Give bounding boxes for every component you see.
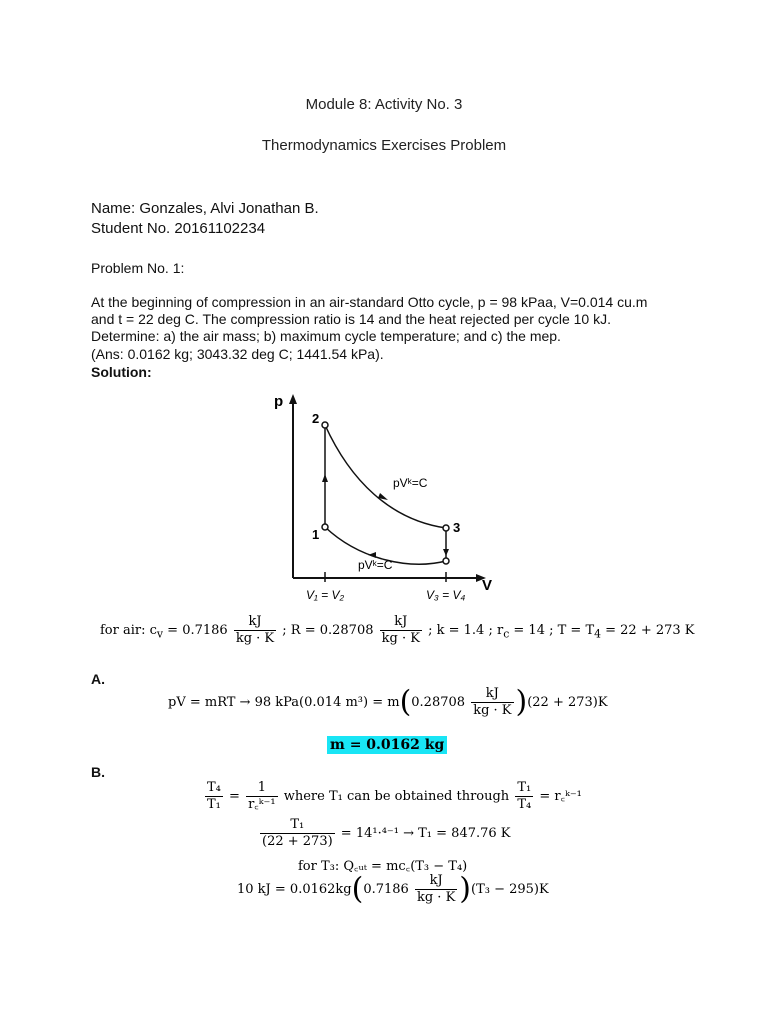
p-axis-label: p xyxy=(274,393,284,410)
arrow-3-4 xyxy=(443,549,449,556)
v1-v2-label: V₁ = V₂ xyxy=(306,588,345,602)
answer-highlight: m = 0.0162 kg xyxy=(327,736,447,754)
problem-line-2: and t = 22 deg C. The compression ratio is 14 and the heat rejected per cycle 10 kJ. xyxy=(91,311,611,327)
label-point-3: 3 xyxy=(453,520,461,535)
solution-label: Solution: xyxy=(91,364,152,380)
part-b-ratio-equation: $\frac{\text{T₄}}{\text{T₁}}$ = $\frac{1}{\text{r꜀ᵏ⁻¹}}$ where T₁ can be obtained through $\frac{\text{T₁}}{\text{T₄}}$ = r꜀ᵏ⁻¹ xyxy=(207,780,582,812)
unit-fraction: $\frac{kJ}{kg \cdot K}$ xyxy=(473,686,512,718)
upper-curve-label: pVᵏ=C xyxy=(393,476,428,490)
problem-line-1: At the beginning of compression in an air-standard Otto cycle, p = 98 kPaa, V=0.014 cu.m xyxy=(91,294,648,310)
v-axis-label: V xyxy=(482,577,493,594)
label-point-1: 1 xyxy=(312,527,320,542)
lower-curve-label: pVᵏ=C xyxy=(358,558,393,572)
problem-heading: Problem No. 1: xyxy=(91,260,185,276)
problem-line-3: Determine: a) the air mass; b) maximum cycle temperature; and c) the mep. xyxy=(91,328,561,344)
module-title: Module 8: Activity No. 3 xyxy=(305,96,463,113)
unit-fraction: $\frac{kJ}{kg \cdot K}$ xyxy=(416,873,456,905)
part-b-t3-equation: 10 kJ = 0.0162kg(0.7186 $\frac{kJ}{kg \cdot K}$ )(T₃ − 295)K xyxy=(237,871,549,907)
part-b-t1-equation: $\frac{\text{T₁}}{(22 + 273)}$ = 14¹·⁴⁻¹ → T₁ = 847.76 K xyxy=(262,817,511,849)
page-title: Thermodynamics Exercises Problem xyxy=(261,137,507,154)
part-a-answer xyxy=(327,737,447,753)
state-point-2 xyxy=(322,422,328,428)
state-point-1 xyxy=(322,524,328,530)
otto-cycle-pv-diagram xyxy=(260,390,510,605)
part-a-equation: pV = mRT → 98 kPa(0.014 m³) = m(0.28708 $\frac{kJ}{kg \cdot K}$ )(22 + 273)K xyxy=(168,684,608,720)
given-properties: for air: $c_v = 0.7186$ $\frac{kJ}{kg \cdot K}$ ; R = 0.28708 $\frac{kJ}{kg \cdot K}$ ; k = 1.4 ; $r_c = 14$ ; $T = T_4 = 22 + 273$ K xyxy=(100,614,695,646)
label-point-2: 2 xyxy=(312,411,320,426)
state-point-3 xyxy=(443,525,449,531)
unit-fraction: $\frac{kJ}{kg \cdot K}$ xyxy=(381,614,420,646)
process-2-3 xyxy=(325,425,446,528)
student-name: Name: Gonzales, Alvi Jonathan B. xyxy=(91,200,319,217)
part-b-label: B. xyxy=(91,764,105,780)
part-a-label: A. xyxy=(91,671,105,687)
state-point-4 xyxy=(443,558,449,564)
student-number: Student No. 20161102234 xyxy=(91,220,266,237)
part-b-qout-equation: for T₃: Q꜀ᵤₜ = mc꜀(T₃ − T₄) xyxy=(298,859,468,874)
unit-fraction: $\frac{kJ}{kg \cdot K}$ xyxy=(235,614,275,646)
p-axis-arrow xyxy=(289,394,297,404)
arrow-1-2 xyxy=(322,474,328,482)
problem-line-4: (Ans: 0.0162 kg; 3043.32 deg C; 1441.54 kPa). xyxy=(91,346,384,362)
v3-v4-label: V₃ = V₄ xyxy=(426,588,466,602)
